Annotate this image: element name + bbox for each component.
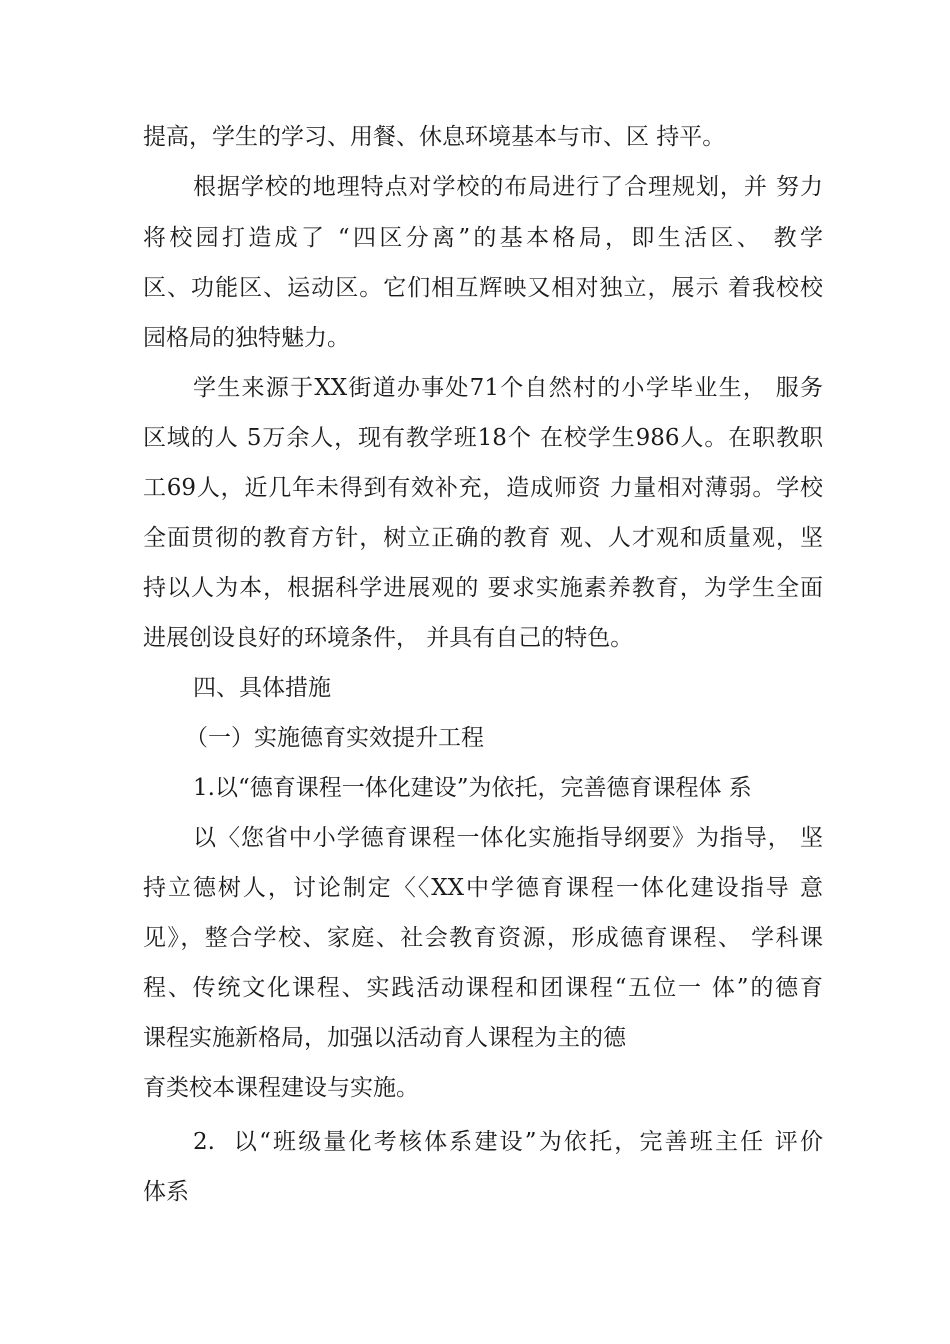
item-heading: 2. 以“班级量化考核体系建设”为依托，完善班主任 评价 xyxy=(193,1129,823,1155)
text-line: 持以人为本，根据科学进展观的 要求实施素养教育，为学生全面 xyxy=(143,575,823,601)
section-heading: 四、具体措施 xyxy=(193,675,331,701)
text-line: 区域的人 5万余人，现有教学班18个 在校学生986人。在职教职 xyxy=(143,425,823,451)
text-line: 进展创设良好的环境条件， 并具有自己的特色。 xyxy=(143,625,634,651)
text-line: 园格局的独特魅力。 xyxy=(143,325,350,351)
text-line: 区、功能区、运动区。它们相互辉映又相对独立，展示 着我校校 xyxy=(143,275,823,301)
text-line: 体系 xyxy=(143,1179,189,1205)
text-line: 育类校本课程建设与实施。 xyxy=(143,1075,419,1101)
text-line: 见》，整合学校、家庭、社会教育资源，形成德育课程、 学科课 xyxy=(143,925,823,951)
paragraph-first-line: 学生来源于XX街道办事处71个自然村的小学毕业生， 服务 xyxy=(193,375,823,401)
text-line: 持立德树人，讨论制定〈〈XX中学德育课程一体化建设指导 意 xyxy=(143,875,823,901)
text-line: 程、传统文化课程、实践活动课程和团课程“五位一 体”的德育 xyxy=(143,975,823,1001)
text-line: 工69人，近几年未得到有效补充，造成师资 力量相对薄弱。学校 xyxy=(143,475,823,501)
paragraph-first-line: 根据学校的地理特点对学校的布局进行了合理规划，并 努力 xyxy=(193,174,823,200)
subsection-heading: （一）实施德育实效提升工程 xyxy=(185,725,484,751)
paragraph-first-line: 以〈您省中小学德育课程一体化实施指导纲要》为指导， 坚 xyxy=(193,825,823,851)
text-line: 全面贯彻的教育方针，树立正确的教育 观、人才观和质量观，坚 xyxy=(143,525,823,551)
text-line: 将校园打造成了 “四区分离”的基本格局，即生活区、 教学 xyxy=(143,225,823,251)
text-line: 提高，学生的学习、用餐、休息环境基本与市、区 持平。 xyxy=(143,124,726,150)
text-line: 课程实施新格局，加强以活动育人课程为主的德 xyxy=(143,1025,626,1051)
item-heading: 1.以“德育课程一体化建设”为依托，完善德育课程体 系 xyxy=(193,775,752,801)
